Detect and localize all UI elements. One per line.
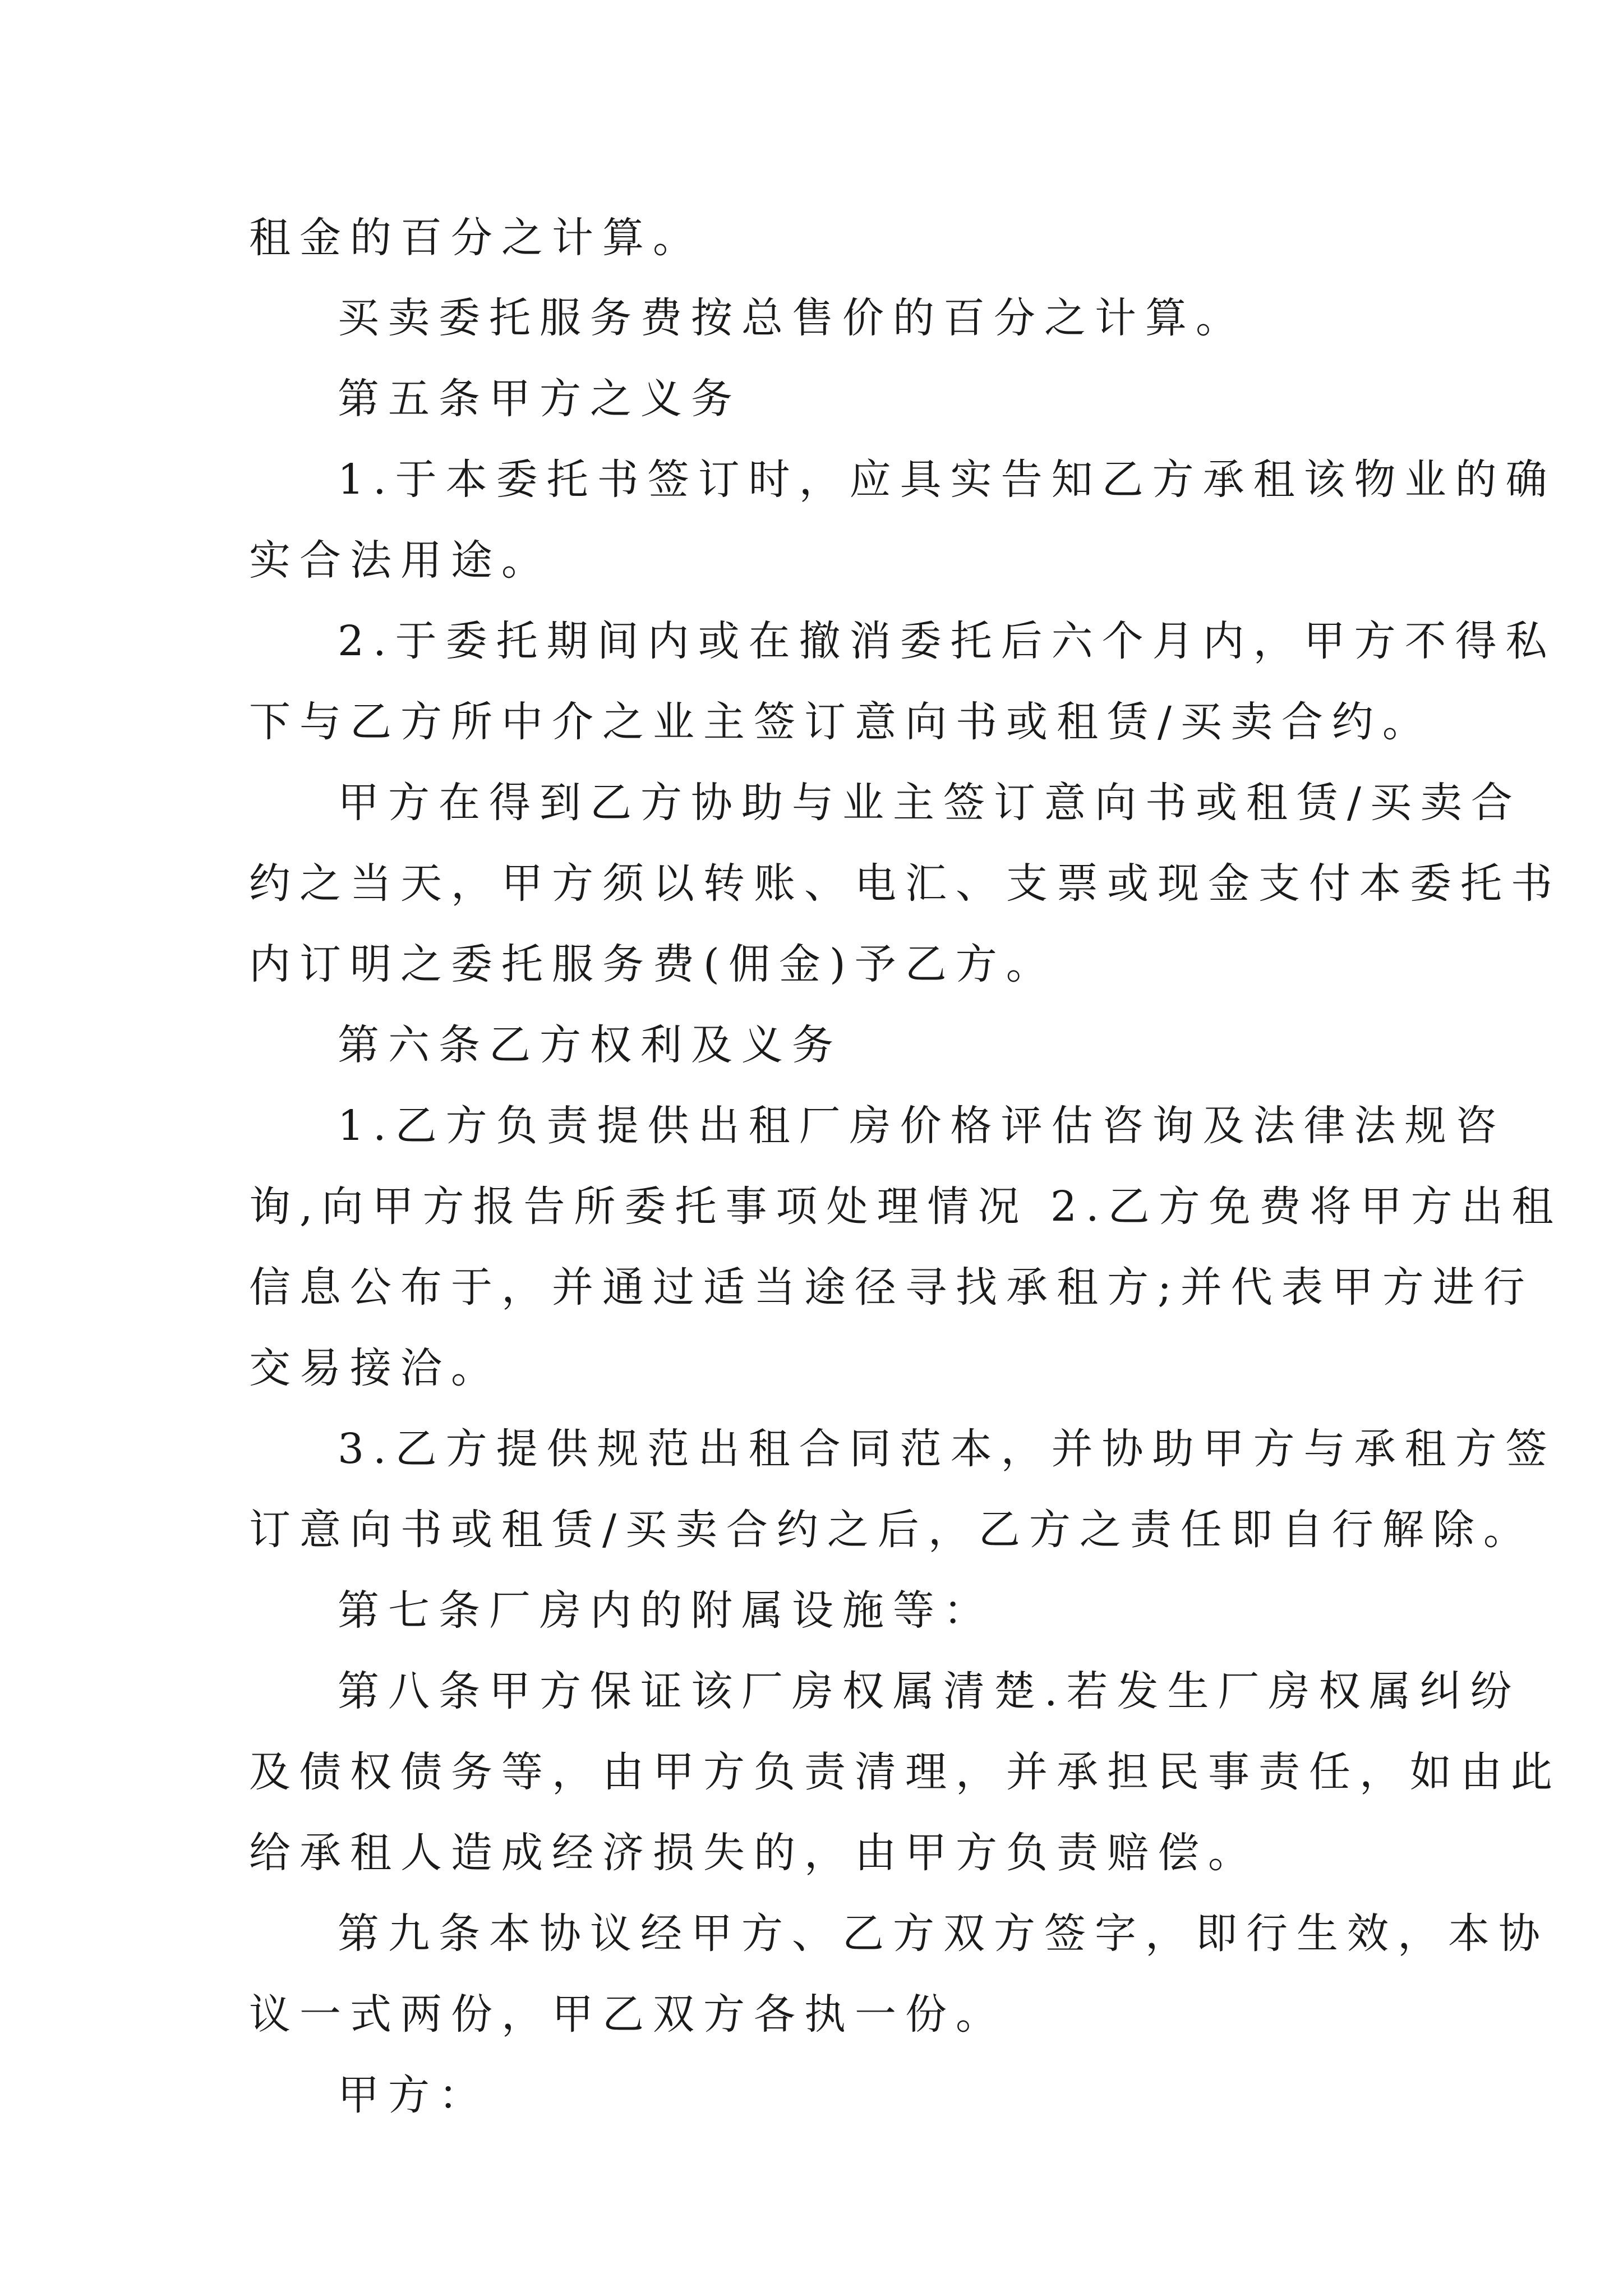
text-line: 信息公布于，并通过适当途径寻找承租方;并代表甲方进行 <box>249 1263 1534 1312</box>
text-line: 订意向书或租赁/买卖合约之后，乙方之责任即自行解除。 <box>249 1506 1534 1554</box>
signature-label: 甲方： <box>338 2071 489 2119</box>
text-line: 2.于委托期间内或在撤消委托后六个月内，甲方不得私 <box>338 617 1556 665</box>
text-line: 1.于本委托书签订时，应具实告知乙方承租该物业的确 <box>338 455 1556 504</box>
section-heading: 第五条甲方之义务 <box>338 375 741 423</box>
text-line: 3.乙方提供规范出租合同范本，并协助甲方与承租方签 <box>338 1425 1556 1473</box>
text-line: 第九条本协议经甲方、乙方双方签字，即行生效，本协 <box>338 1910 1549 1958</box>
text-line: 询,向甲方报告所委托事项处理情况 2.乙方免费将甲方出租 <box>249 1182 1562 1231</box>
text-line: 及债权债务等，由甲方负责清理，并承担民事责任，如由此 <box>249 1748 1561 1796</box>
text-line: 第八条甲方保证该厂房权属清楚.若发生厂房权属纠纷 <box>338 1667 1521 1715</box>
section-heading: 第六条乙方权利及义务 <box>338 1021 842 1069</box>
text-line: 买卖委托服务费按总售价的百分之计算。 <box>338 294 1246 342</box>
text-line: 约之当天，甲方须以转账、电汇、支票或现金支付本委托书 <box>249 859 1561 908</box>
text-line: 交易接洽。 <box>249 1344 501 1392</box>
text-line: 内订明之委托服务费(佣金)予乙方。 <box>249 940 1057 988</box>
text-line: 给承租人造成经济损失的，由甲方负责赔偿。 <box>249 1829 1258 1877</box>
text-line: 甲方在得到乙方协助与业主签订意向书或租赁/买卖合 <box>338 779 1521 827</box>
text-line: 下与乙方所中介之业主签订意向书或租赁/买卖合约。 <box>249 698 1433 746</box>
text-line: 实合法用途。 <box>249 536 552 585</box>
text-line: 租金的百分之计算。 <box>249 214 703 262</box>
section-heading: 第七条厂房内的附属设施等： <box>338 1586 994 1635</box>
text-line: 1.乙方负责提供出租厂房价格评估咨询及法律法规咨 <box>338 1102 1506 1150</box>
text-line: 议一式两份，甲乙双方各执一份。 <box>249 1990 1006 2039</box>
